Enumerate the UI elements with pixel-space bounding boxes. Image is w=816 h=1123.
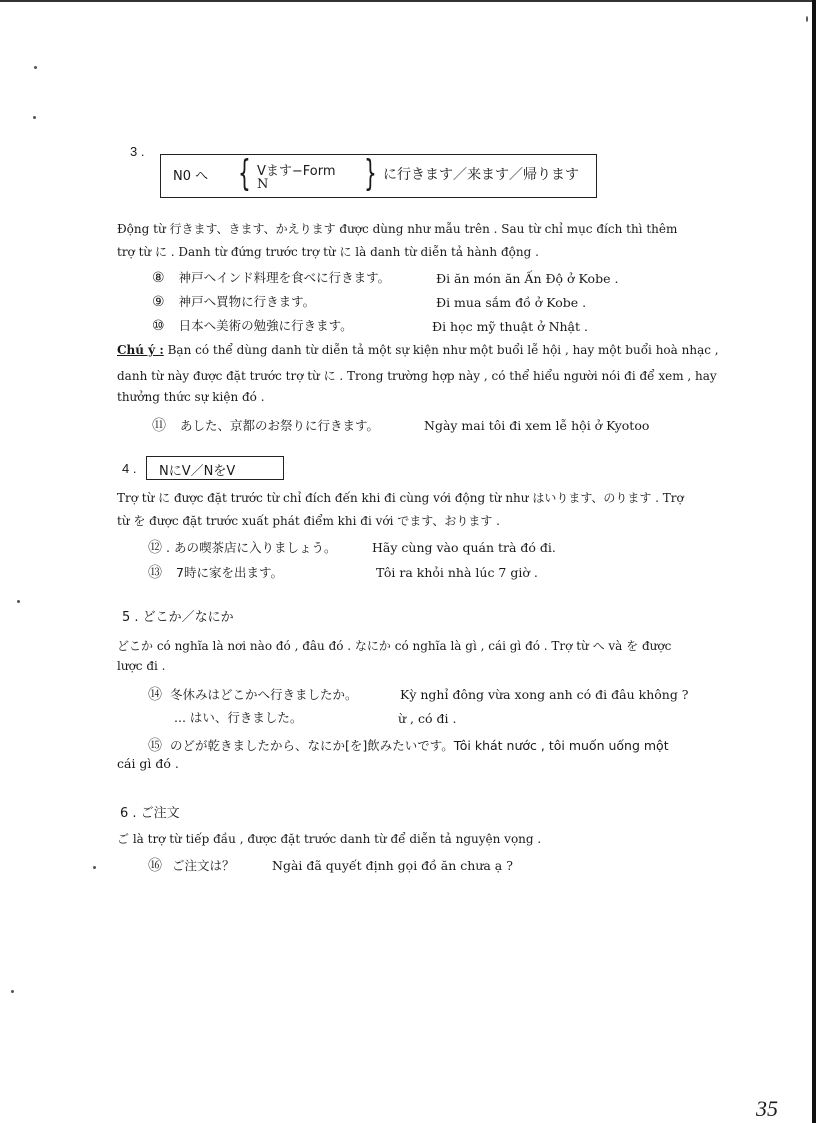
scan-speck [17, 600, 20, 603]
example-number: ⑧ [152, 270, 165, 286]
example-text: のどが乾きましたから、なにか[を]飲みたいです。Tôi khát nước , tôi muốn uống một [170, 738, 669, 753]
example-jp: 冬休みはどこかへ行きましたか。 [170, 687, 358, 702]
example-jp: 7時に家を出ます。 [176, 565, 283, 580]
note-label: Chú ý : [117, 343, 164, 357]
example-12-vi: Hãy cùng vào quán trà đó đi. [372, 540, 556, 555]
section-3-number: 3 . [130, 144, 145, 159]
note-text: Bạn có thể dùng danh từ diễn tả một sự kiện như một buổi lễ hội , hay một buổi hoà nhạc , [167, 343, 719, 357]
note-line-1 [117, 343, 719, 357]
example-15-line-2: cái gì đó . [117, 756, 179, 771]
section-5-line-2: lược đi . [117, 659, 166, 673]
example-14-answer-vi: ừ , có đi . [398, 711, 457, 726]
example-8-vi: Đi ăn món ăn Ấn Độ ở Kobe . [436, 271, 619, 286]
example-14-vi: Kỳ nghỉ đông vừa xong anh có đi đâu không ? [400, 687, 689, 702]
example-9-vi: Đi mua sắm đồ ở Kobe . [436, 295, 587, 310]
scan-speck [34, 66, 37, 69]
note-line-2: danh từ này được đặt trước trợ từ に . Trong trường hợp này , có thể hiểu người nói đi để xem , hay [117, 369, 717, 383]
right-brace: } [364, 153, 377, 194]
scan-speck [806, 16, 808, 22]
formula-n: N [257, 177, 269, 192]
example-11-vi: Ngày mai tôi đi xem lễ hội ở Kyotoo [424, 418, 650, 433]
right-border-line [812, 0, 816, 1123]
example-14 [148, 684, 358, 704]
section-3-formula-box [160, 154, 597, 198]
example-jp: あした、京都のお祭りに行きます。 [180, 418, 380, 433]
section-4-line-2: từ を được đặt trước xuất phát điểm khi đi với でます、おります . [117, 514, 500, 528]
formula-right: に行きます／来ます／帰ります [383, 167, 579, 183]
section-5-heading: 5 . どこか／なにか [122, 610, 234, 625]
section-4-formula-box [146, 456, 284, 480]
page-number: 35 [756, 1096, 778, 1121]
example-11 [152, 415, 379, 435]
scan-speck [11, 990, 14, 993]
example-13-vi: Tôi ra khỏi nhà lúc 7 giờ . [376, 565, 538, 580]
section-4-formula: NにV／NをV [159, 464, 236, 479]
example-number: ⑮ [148, 738, 162, 754]
example-jp: 神戸へインド料理を食べに行きます。 [178, 270, 391, 285]
example-12 [148, 537, 336, 557]
example-jp: . あの喫茶店に入りましょう。 [166, 540, 337, 555]
example-number: ⑨ [152, 294, 165, 310]
example-number: ⑩ [152, 318, 165, 334]
example-number: ⑭ [148, 687, 162, 703]
example-jp: 神戸へ買物に行きます。 [178, 294, 316, 309]
example-16 [148, 855, 235, 875]
note-line-3: thưởng thức sự kiện đó . [117, 390, 265, 404]
example-16-vi: Ngài đã quyết định gọi đồ ăn chưa ạ ? [272, 858, 513, 873]
section-4-number: 4 . [122, 461, 137, 476]
example-number: ⑫ [148, 540, 162, 556]
section-4-line-1: Trợ từ に được đặt trước từ chỉ đích đến khi đi cùng với động từ như はいります、のります . Trợ [117, 491, 684, 505]
example-jp: ご注文は？ [172, 858, 235, 873]
example-9 [152, 292, 315, 310]
scan-speck [33, 116, 36, 119]
section-5-line-1: どこか có nghĩa là nơi nào đó , đâu đó . なにか có nghĩa là gì , cái gì đó . Trợ từ へ và を được [117, 639, 672, 653]
example-number: ⑪ [152, 418, 166, 434]
example-number: ⑯ [148, 858, 162, 874]
example-15 [148, 735, 669, 755]
formula-v-form: Vます−Form [257, 164, 336, 179]
example-10 [152, 316, 353, 334]
example-8 [152, 268, 390, 286]
section-3-para-line-1: Động từ 行きます、きます、かえります được dùng như mẫu trên . Sau từ chỉ mục đích thì thêm [117, 222, 678, 236]
formula-n0: N0 へ [173, 169, 209, 184]
scan-speck [93, 866, 96, 869]
example-jp: 日本へ美術の勉強に行きます。 [178, 318, 353, 333]
example-10-vi: Đi học mỹ thuật ở Nhật . [432, 319, 588, 334]
section-6-line-1: ご là trợ từ tiếp đầu , được đặt trước danh từ để diễn tả nguyện vọng . [117, 832, 542, 846]
example-13 [148, 562, 283, 582]
example-14-answer-jp: ... はい、行きました。 [174, 710, 303, 725]
section-3-para-line-2: trợ từ に . Danh từ đứng trước trợ từ に là danh từ diễn tả hành động . [117, 245, 539, 259]
section-6-heading: 6 . ご注文 [120, 806, 180, 821]
left-brace: { [238, 153, 251, 194]
top-border-line [0, 0, 816, 2]
example-number: ⑬ [148, 565, 162, 581]
